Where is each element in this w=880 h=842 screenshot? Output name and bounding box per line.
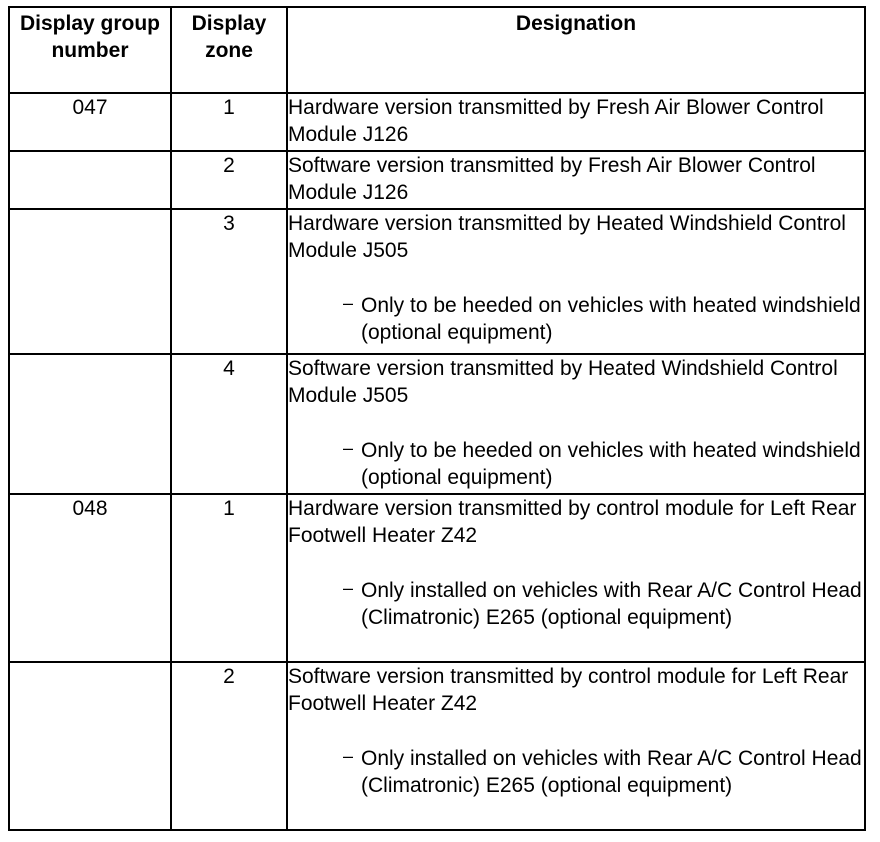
designation-note (340, 745, 864, 799)
designation-note (340, 292, 864, 346)
zone-cell: 2 (171, 151, 287, 209)
designation-cell (287, 209, 865, 354)
designation-cell (287, 662, 865, 830)
note-dash-icon: – (343, 578, 354, 598)
group-number-cell: 047 (9, 93, 171, 151)
designation-text: Software version transmitted by Fresh Air Blower Control Module J126 (288, 154, 816, 204)
designation-text: Hardware version transmitted by control module for Left Rear Footwell Heater Z42 (288, 497, 857, 547)
note-text: Only installed on vehicles with Rear A/C Control Head (Climatronic) E265 (optional equipment) (361, 747, 862, 797)
zone-cell: 1 (171, 93, 287, 151)
header-display-group-number: Display group number (9, 7, 171, 93)
group-number-cell (9, 354, 171, 494)
table-row (9, 494, 865, 662)
group-number-cell: 048 (9, 494, 171, 662)
designation-text: Hardware version transmitted by Heated Windshield Control Module J505 (288, 212, 846, 262)
note-text: Only installed on vehicles with Rear A/C Control Head (Climatronic) E265 (optional equipment) (361, 579, 862, 629)
header-row (9, 7, 865, 93)
group-number-cell (9, 662, 171, 830)
designation-cell (287, 151, 865, 209)
zone-cell: 3 (171, 209, 287, 354)
designation-note (340, 437, 864, 491)
display-group-table (8, 6, 866, 831)
note-dash-icon: – (343, 293, 354, 313)
note-text: Only to be heeded on vehicles with heated windshield (optional equipment) (361, 439, 861, 489)
table-row (9, 662, 865, 830)
designation-cell (287, 93, 865, 151)
zone-cell: 4 (171, 354, 287, 494)
group-number-cell (9, 151, 171, 209)
designation-cell (287, 494, 865, 662)
note-text: Only to be heeded on vehicles with heated windshield (optional equipment) (361, 294, 861, 344)
note-dash-icon: – (343, 746, 354, 766)
designation-note (340, 577, 864, 631)
table-row (9, 209, 865, 354)
table-row (9, 151, 865, 209)
note-dash-icon: – (343, 438, 354, 458)
group-number-cell (9, 209, 171, 354)
table-row (9, 354, 865, 494)
table-row (9, 93, 865, 151)
zone-cell: 2 (171, 662, 287, 830)
designation-text: Hardware version transmitted by Fresh Air Blower Control Module J126 (288, 96, 824, 146)
designation-cell (287, 354, 865, 494)
header-display-zone: Display zone (171, 7, 287, 93)
designation-text: Software version transmitted by control module for Left Rear Footwell Heater Z42 (288, 665, 849, 715)
header-designation: Designation (287, 7, 865, 93)
zone-cell: 1 (171, 494, 287, 662)
designation-text: Software version transmitted by Heated Windshield Control Module J505 (288, 357, 838, 407)
